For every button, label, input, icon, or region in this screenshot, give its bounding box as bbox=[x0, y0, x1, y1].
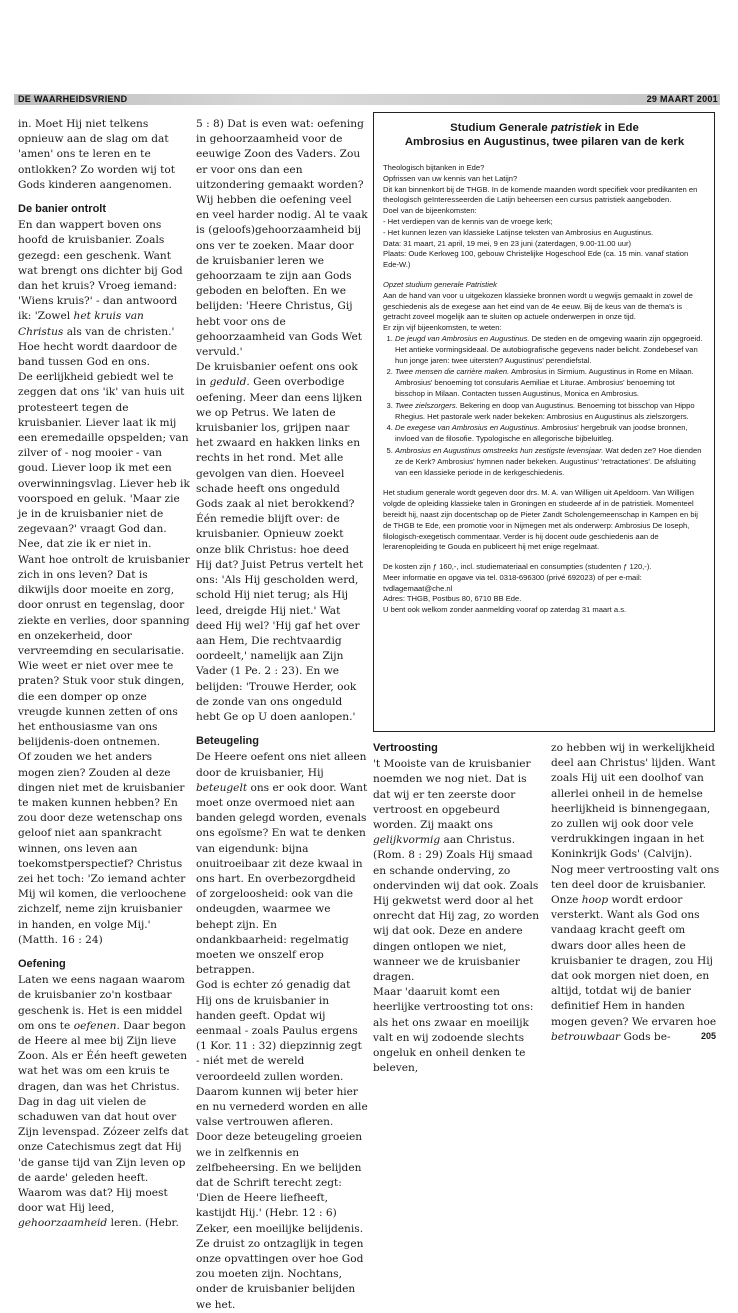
section-heading: De banier ontrolt bbox=[18, 203, 107, 216]
address-line: Adres: THGB, Postbus 80, 6710 BB Ede. bbox=[383, 594, 522, 604]
column-4 bbox=[551, 741, 721, 1045]
list-item: 5. Ambrosius en Augustinus omstreeks hun zestigste levensjaar. Wat deden ze? Hoe dienden ze de Kerk? Ambrosius' hymnen nader bekeken. Augustinus' 'retractationes'. De afsluiting van een klassieke periode in de kerkgeschiedenis. bbox=[395, 446, 706, 478]
paragraph: De kruisbanier oefent ons ook in geduld. Geen overbodige oefening. Meer dan eens lijken we op Petrus. We laten de kruisbanier los, grijpen naar het zwaard en hakken links en rechts in het rond. Met alle gevolgen van dien. Hoeveel schade heeft ons ongeduld Gods zaak al niet berokkend? Één remedie blijft over: de kruisbanier. Opnieuw zoekt onze blik Christus: hoe deed Hij dat? Juist Petrus vertelt het ons: 'Als Hij gescholden werd, schold Hij niet terug; als Hij leed, dreigde Hij niet.' Wat deed Hij wel? 'Hij gaf het over aan Hem, Die rechtvaardig oordeelt,' namelijk aan Zijn Vader (1 Pe. 2 : 23). En we belijden: 'Trouwe Herder, ook de zonde van ons ongeduld hebt Ge op U doen aanlopen.' bbox=[196, 361, 364, 723]
paragraph: Laten we eens nagaan waarom de kruisbanier zo'n kostbaar geschenk is. Het is een middel om ons te oefenen. Daar begon de Heere al mee bij Zijn lieve Zoon. Als er Één heeft geweten wat het was om een kruis te dragen, dan was het Christus. Dag in dag uit vielen de schaduwen van dat hout over Zijn levenspad. Zózeer zelfs dat onze Catechismus zegt dat Hij 'de ganse tijd van Zijn leven op de aarde' geleden heeft. bbox=[18, 974, 189, 1184]
intro-line: Plaats: Oude Kerkweg 100, gebouw Christelijke Hogeschool Ede (ca. 15 min. vanaf station Ede-W.) bbox=[383, 249, 689, 270]
intro-line: Doel van de bijeenkomsten: bbox=[383, 206, 477, 216]
paragraph: Waarom was dat? Hij moest door wat Hij leed, gehoorzaamheid leren. (Hebr. bbox=[18, 1187, 179, 1230]
paragraph: in. Moet Hij niet telkens opnieuw aan de slag om dat 'amen' ons te leren en te ontlokken? Zo worden wij tot Gods kinderen aangenomen. bbox=[18, 118, 176, 191]
box-title: Studium Generale patristiek in Ede Ambrosius en Augustinus, twee pilaren van de kerk bbox=[404, 122, 685, 148]
list-item: 1. De jeugd van Ambrosius en Augustinus. De steden en de omgeving waarin zijn opgegroeid. Het antieke vormingsideaal. De autobiografische gegevens nader belicht. Zondebesef van hun jonge jaren: twee uitersten? Augustinus' perendiefstal. bbox=[395, 334, 706, 366]
session-list bbox=[383, 334, 706, 478]
paragraph: Door deze beteugeling groeien we in zelfkennis en zelfbeheersing. En we belijden dat de Schrift terecht zegt: 'Dien de Heere liefheeft, kastijdt Hij.' (Hebr. 12 : 6) Zeker, een moeilijke belijdenis. Ze druist zo ontzaglijk in tegen onze opvattingen over hoe God zou moeten zijn. Nochtans, onder de kruisbanier belijden we het. bbox=[196, 1131, 364, 1311]
section-heading: Vertroosting bbox=[373, 742, 438, 754]
paragraph: Maar 'daaruit komt een heerlijke vertroosting tot ons: als het ons zwaar en moeilijk valt en wij zodoende slechts ongeluk en onheil denken te beleven, bbox=[373, 986, 534, 1075]
intro-line: Theologisch bijtanken in Ede? bbox=[383, 163, 485, 172]
welcome-line: U bent ook welkom zonder aanmelding vooraf op zaterdag 31 maart a.s. bbox=[383, 605, 627, 615]
publication-name: DE WAARHEIDSVRIEND bbox=[18, 94, 128, 104]
intro-line: Opfrissen van uw kennis van het Latijn? bbox=[383, 173, 518, 183]
intro-line: Dit kan binnenkort bij de THGB. In de komende maanden wordt specifiek voor predikanten en theologisch geïnteresseerden die Latijn beheersen een cursus patristiek aangeboden. bbox=[383, 184, 698, 205]
column-2 bbox=[196, 117, 368, 1313]
paragraph: De eerlijkheid gebiedt wel te zeggen dat ons 'ik' van huis uit protesteert tegen de kruisbanier. Liever laat ik mij een eremedaille opspelden; van zilver of - nog mooier - van goud. Liever loop ik met een overwinningsvlag. Liever heb ik voorspoed en geluk. 'Maar zie je in de kruisbanier niet de zegevaan?' vraagt God dan. Nee, dat zie ik er niet in. bbox=[18, 371, 190, 551]
paragraph: En dan wappert boven ons hoofd de kruisbanier. Zoals gezegd: een geschenk. Want wat brengt ons dichter bij God dan het kruis? Vroeg iemand: 'Wiens kruis?' - dan antwoord ik: 'Zowel het kruis van Christus als van de christen.' Hoe hecht wordt daardoor de band tussen God en ons. bbox=[18, 219, 183, 369]
box-subheading: Opzet studium generale Patristiek bbox=[383, 279, 497, 289]
intro-line: Data: 31 maart, 21 april, 19 mei, 9 en 23 juni (zaterdagen, 9.00-11.00 uur) bbox=[383, 238, 632, 248]
section-heading: Oefening bbox=[18, 957, 66, 970]
list-item: 2. Twee mensen die carrière maken. Ambrosius in Sirmium. Augustinus in Rome en Milaan. Ambrosius' benoeming tot consularis Aemiliae et Liturae. Ambrosius' benoeming tot bisschop in Milaan. Contacten tussen Augustinus, Monica en Ambrosius. bbox=[395, 367, 706, 399]
contact-line: Meer informatie en opgave via tel. 0318-696300 (privé 692023) of per e-mail: bbox=[383, 572, 642, 582]
cost-line: De kosten zijn ƒ 160,-, incl. studiemateriaal en consumpties (studenten ƒ 120,-). bbox=[383, 562, 652, 572]
page-number: 205 bbox=[700, 1031, 716, 1041]
paragraph: Nog meer vertroosting valt ons ten deel door de kruisbanier. Onze hoop wordt erdoor versterkt. Want als God ons vandaag kracht geeft om dwars door alles heen de kruisbanier te dragen, zou Hij dat ook morgen niet doen, en altijd, totdat wij de banier definitief Hem in handen mogen geven? We ervaren hoe betrouwbaar Gods be- bbox=[551, 863, 720, 1043]
box-paragraph: Het studium generale wordt gegeven door drs. M. A. van Willigen uit Apeldoorn. Van Willigen volgde de opleiding klassieke talen in Groningen en studeerde af in de patristiek. Momenteel bereidt hij, naast zijn docentschap op de Pieter Zandt Scholengemeenschap in Kampen en bij de THGB te Ede, een promotie voor in Nijmegen met als onderwerp: Ambrosius De Ioseph, filologisch-exegetisch commentaar. Verder is hij docent oude geschiedenis aan de lerarenopleiding te Gouda en publiceert hij met enige regelmaat. bbox=[383, 488, 698, 552]
announcement-box bbox=[373, 112, 715, 732]
paragraph: De Heere oefent ons niet alleen door de kruisbanier, Hij beteugelt ons er ook door. Want moet onze overmoed niet aan banden gelegd worden, evenals ons egoïsme? En wat te denken van eigendunk: bijna onuitroeibaar zit deze kwaal in ons hart. En overbezorgdheid of zorgeloosheid: ook van die ondeugden, waarmee we behept zijn. En ondankbaarheid: regelmatig moeten we onszelf erop betrappen. bbox=[196, 751, 368, 977]
column-3 bbox=[373, 741, 545, 1076]
box-paragraph: Aan de hand van voor u uitgekozen klassieke bronnen wordt u wegwijs gemaakt in zowel de geschiedenis als de exegese aan het eind van de 4e eeuw. Bij de keus van de thema's is getracht zoveel mogelijk aan te sluiten op actuele onderwerpen in onze tijd. bbox=[383, 290, 693, 322]
paragraph: God is echter zó genadig dat Hij ons de kruisbanier in handen geeft. Opdat wij eenmaal - zoals Paulus ergens (1 Kor. 11 : 32) diepzinnig zegt - niét met de wereld veroordeeld zullen worden. Daarom kunnen wij beter hier en nu vernederd worden en alle valse vertrouwen afleren. bbox=[196, 979, 368, 1129]
paragraph: Of zouden we het anders mogen zien? Zouden al deze dingen niet met de kruisbanier te maken kunnen hebben? En zou door deze wetenschap ons geloof niet aan spankracht winnen, ons leven aan toekomstperspectief? Christus zei het toch: 'Zo iemand achter Mij wil komen, die verloochene zichzelf, neme zijn kruisbanier in handen, en volge Mij.' (Matth. 16 : 24) bbox=[18, 751, 187, 946]
intro-line: - Het kunnen lezen van klassieke Latijnse teksten van Ambrosius en Augustinus. bbox=[383, 227, 654, 237]
paragraph: 't Mooiste van de kruisbanier noemden we nog niet. Dat is dat wij er ten zeerste door vertroost en opgebeurd worden. Zij maakt ons gelijkvormig aan Christus. (Rom. 8 : 29) Zoals Hij smaad en schande onderving, zo ondervinden wij dat ook. Zoals Hij gekwetst werd door al het onrecht dat Hij zag, zo worden wij dat ook. Deze en andere dingen ontlopen we niet, wanneer we de kruisbanier dragen. bbox=[373, 758, 540, 984]
paragraph: 5 : 8) Dat is even wat: oefening in gehoorzaamheid voor de eeuwige Zoon des Vaders. Zou er voor ons dan een uitzondering gemaakt worden? Wij hebben die oefening veel en veel harder nodig. Al te vaak is (geloofs)gehoorzaamheid bij ons ver te zoeken. Maar door de kruisbanier leren we gehoorzaam te zijn aan Gods geboden en beloften. En we belijden: 'Heere Christus, Gij hebt voor ons de gehoorzaamheid van Gods Wet vervuld.' bbox=[196, 118, 368, 359]
issue-date: 29 MAART 2001 bbox=[646, 94, 718, 104]
intro-line: - Het verdiepen van de kennis van de vroege kerk; bbox=[383, 216, 553, 226]
paragraph: Want hoe ontrolt de kruisbanier zich in ons leven? Dat is dikwijls door moeite en zorg, door onrust en tegenslag, door ziekte en verlies, door spanning en onzekerheid, door vervreemding en secularisatie. Wie weet er niet over mee te praten? Stuk voor stuk dingen, die een domper op onze vreugde kunnen zetten of ons het enthousiasme van ons belijdenis-doen ontnemen. bbox=[18, 553, 190, 749]
list-item: 3. Twee zielszorgers. Bekering en doop van Augustinus. Benoeming tot bisschop van Hippo Rhegius. Het pastorale werk nader bekeken: Ambrosius en Augustinus als zielszorgers. bbox=[395, 401, 706, 423]
section-heading: Beteugeling bbox=[196, 735, 259, 748]
box-paragraph: Er zijn vijf bijeenkomsten, te weten: bbox=[383, 323, 502, 333]
paragraph: zo hebben wij in werkelijkheid deel aan Christus' lijden. Want zoals Hij uit een doolhof van allerlei onheil in de hemelse heerlijkheid is binnengegaan, zo zullen wij ook door vele verdrukkingen ingaan in het Koninkrijk Gods' (Calvijn). bbox=[551, 742, 716, 861]
list-item: 4. De exegese van Ambrosius en Augustinus. Ambrosius' hergebruik van joodse bronnen, invloed van de filosofie. Typologische en allegorische bijbeluitleg. bbox=[395, 423, 706, 445]
email-address: tvdlagemaat@che.nl bbox=[383, 583, 453, 593]
column-1 bbox=[18, 117, 190, 1232]
